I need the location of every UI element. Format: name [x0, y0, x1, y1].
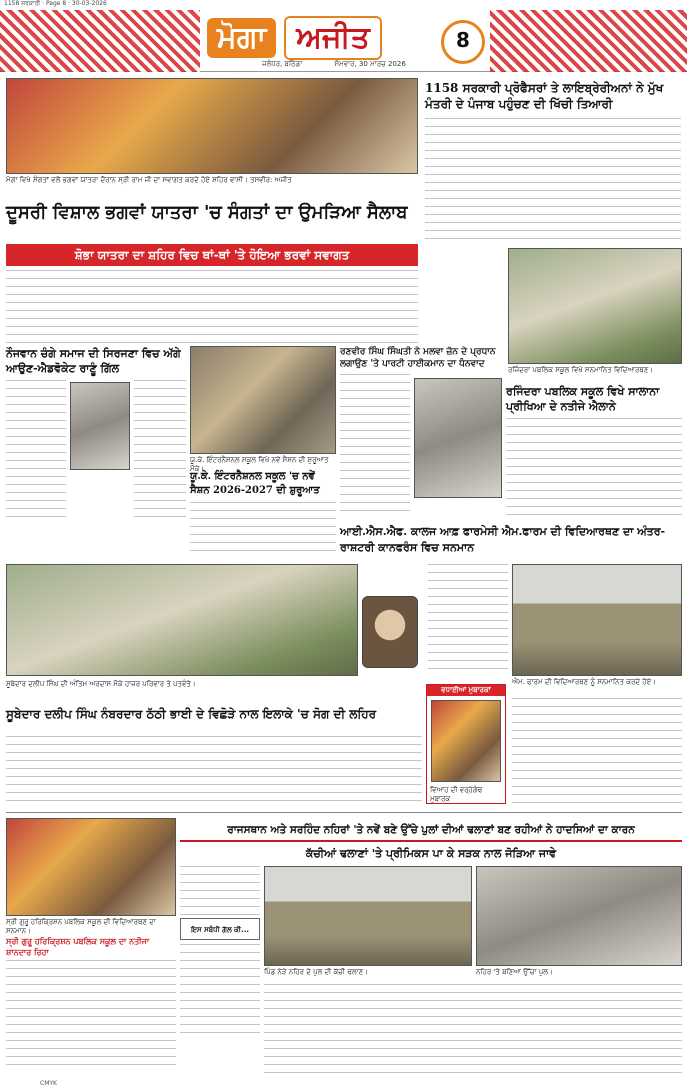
ais-article-body	[428, 564, 508, 676]
masthead-pattern-right	[490, 10, 687, 72]
print-slug: 1158 ਸਰਕਾਰੀ · Page 8 · 30-03-2026	[4, 0, 107, 7]
bottom-left-article-body	[6, 960, 176, 1072]
photo-student-award	[6, 818, 176, 916]
rajindra-article-body	[506, 418, 682, 518]
photo-ranvir	[414, 378, 502, 498]
rajindra-caption: ਰਜਿੰਦਰਾ ਪਬਲਿਕ ਸਕੂਲ ਵਿਖੇ ਸਨਮਾਨਿਤ ਵਿਦਿਆਰਥਣ।	[508, 366, 654, 374]
bottom-left-headline: ਸ੍ਰੀ ਗੁਰੂ ਹਰਿਕ੍ਰਿਸ਼ਨ ਪਬਲਿਕ ਸਕੂਲ ਦਾ ਨਤੀਜਾ ਸ਼ਾਨਦਾਰ ਰਿਹਾ	[6, 936, 150, 957]
main-article-body	[6, 270, 418, 344]
main-subheadline: ਸ਼ੋਭਾ ਯਾਤਰਾ ਦਾ ਸ਼ਹਿਰ ਵਿਚ ਥਾਂ-ਥਾਂ 'ਤੇ ਹੋਇਆ ਭਰਵਾਂ ਸਵਾਗਤ	[6, 244, 418, 266]
cremation-caption: ਸੂਬੇਦਾਰ ਦਲੀਪ ਸਿੰਘ ਦੀ ਅੰਤਿਮ ਅਰਦਾਸ ਮੌਕੇ ਹਾਜ਼ਰ ਪਰਿਵਾਰ ਤੇ ਪਤਵੰਤੇ।	[6, 680, 196, 688]
bridge-intro-body	[180, 866, 260, 916]
bridge-left-body	[180, 944, 260, 1034]
photo-rajindra-school	[508, 248, 682, 364]
city-label: ਜਲੰਧਰ, ਬਠਿੰਡਾ	[262, 60, 303, 68]
dateline	[262, 60, 436, 69]
date-label: ਸੋਮਵਾਰ, 30 ਮਾਰਚ 2026	[334, 60, 406, 68]
youth-article-body-2	[134, 380, 186, 520]
rajindra-headline: ਰਜਿੰਦਰਾ ਪਬਲਿਕ ਸਕੂਲ ਵਿਖੇ ਸਾਲਾਨਾ ਪ੍ਰੀਖਿਆ ਦੇ ਨਤੀਜੇ ਐਲਾਨੇ	[506, 385, 660, 413]
photo-bridge	[476, 866, 682, 966]
bridge-caption-left: ਪਿੰਡ ਨੇੜੇ ਨਹਿਰ ਦੇ ਪੁਲ ਦੀ ਕੱਚੀ ਢਲਾਣ।	[264, 968, 368, 976]
ais-headline: ਆਈ.ਐਸ.ਐਫ. ਕਾਲਜ ਆਫ਼ ਫਾਰਮੇਸੀ ਐਮ.ਫਾਰਮ ਦੀ ਵਿਦਿਆਰਥਣ ਦਾ ਅੰਤਰ-ਰਾਸ਼ਟਰੀ ਕਾਨਫਰੰਸ ਵਿਚ ਸਨਮਾਨ	[340, 525, 666, 554]
photo-wedding-couple	[431, 700, 501, 782]
photo-school-gathering	[190, 346, 336, 454]
school-article-body	[190, 502, 336, 558]
subedar-article-body	[6, 736, 422, 808]
bridge-article-body	[264, 984, 682, 1074]
photo-pharmacy-award	[512, 564, 682, 676]
top-photo-caption: ਮੋਗਾ ਵਿਖੇ ਸੰਗਤਾਂ ਵਲੋਂ ਭਗਵਾਂ ਯਾਤਰਾ ਦੌਰਾਨ ਸ੍ਰੀ ਰਾਮ ਜੀ ਦਾ ਸਵਾਗਤ ਕਰਦੇ ਹੋਏ ਸ਼ਹਿਰ ਵਾਸੀ। ਤਸਵੀਰ: ਅਜੀਤ	[6, 176, 292, 184]
pharmacy-article-body	[512, 698, 682, 804]
ranvir-headline: ਰਣਵੀਰ ਸਿੰਘ ਸਿੰਘਤੀ ਨੇ ਮਲਵਾ ਜ਼ੋਨ ਦੇ ਪ੍ਰਧਾਨ ਲਗਾਉਣ 'ਤੇ ਪਾਰਟੀ ਹਾਈਕਮਾਨ ਦਾ ਧੰਨਵਾਦ	[340, 347, 496, 369]
photo-bridge-slope	[264, 866, 472, 966]
youth-article-body	[6, 380, 66, 520]
photo-advocate	[70, 382, 130, 470]
youth-headline: ਨੌਜਵਾਨ ਚੰਗੇ ਸਮਾਜ ਦੀ ਸਿਰਜਣਾ ਵਿਚ ਅੱਗੇ ਆਉਣ-ਐਡਵੋਕੇਟ ਰਾਣੂੰ ਗਿੱਲ	[6, 347, 181, 375]
photo-subedar	[362, 596, 418, 668]
wedding-box	[426, 684, 506, 804]
school-headline: ਯੂ.ਕੇ. ਇੰਟਰਨੈਸ਼ਨਲ ਸਕੂਲ 'ਚ ਨਵੇਂ ਸੈਸ਼ਨ 2026-2027 ਦੀ ਸ਼ੁਰੂਆਤ	[190, 471, 320, 496]
masthead	[0, 10, 687, 72]
bridge-headline: ਰਾਜਸਥਾਨ ਅਤੇ ਸਰਹਿੰਦ ਨਹਿਰਾਂ 'ਤੇ ਨਵੇਂ ਬਣੇ ਉੱਚੇ ਪੁਲਾਂ ਦੀਆਂ ਢਲਾਣਾਂ ਬਣ ਰਹੀਆਂ ਨੇ ਹਾਦਸਿਆਂ ਦਾ ਕਾਰਨ	[180, 818, 682, 842]
ranvir-article-body	[340, 374, 410, 514]
masthead-title-right: ਅਜੀਤ	[284, 16, 382, 60]
main-headline: ਦੂਸਰੀ ਵਿਸ਼ਾਲ ਭਗਵਾਂ ਯਾਤਰਾ 'ਚ ਸੰਗਤਾਂ ਦਾ ਉਮੜਿਆ ਸੈਲਾਬ	[6, 202, 408, 223]
masthead-logo	[207, 16, 437, 60]
masthead-title-left: ਮੋਗਾ	[207, 18, 276, 58]
bridge-caption-right: ਨਹਿਰ 'ਤੇ ਬਣਿਆ ਉੱਚਾ ਪੁਲ।	[476, 968, 553, 976]
bridge-inset-label: ਇਸ ਸਬੰਧੀ ਗੱਲ ਕੀ...	[180, 918, 260, 940]
subedar-headline: ਸੂਬੇਦਾਰ ਦਲੀਪ ਸਿੰਘ ਨੰਬਰਦਾਰ ਠੱਠੀ ਭਾਈ ਦੇ ਵਿਛੋੜੇ ਨਾਲ ਇਲਾਕੇ 'ਚ ਸੋਗ ਦੀ ਲਹਿਰ	[6, 707, 377, 721]
photo-procession	[6, 78, 418, 174]
section-divider	[6, 812, 682, 813]
wedding-caption: ਵਿਆਹ ਦੀ ਵਰ੍ਹੇਗੰਢ ਮੁਬਾਰਕ	[430, 786, 483, 803]
bridge-subheadline: ਕੱਚੀਆਂ ਢਲਾਣਾਂ 'ਤੇ ਪ੍ਰੀਮਿਕਸ ਪਾ ਕੇ ਸੜਕ ਨਾਲ ਜੋੜਿਆ ਜਾਵੇ	[305, 847, 557, 860]
bottom-left-caption: ਸ੍ਰੀ ਗੁਰੂ ਹਰਿਕ੍ਰਿਸ਼ਨ ਪਬਲਿਕ ਸਕੂਲ ਦੀ ਵਿਦਿਆਰਥਣ ਦਾ ਸਨਮਾਨ।	[6, 918, 156, 935]
masthead-pattern-left	[0, 10, 200, 72]
school-caption: ਯੂ.ਕੇ. ਇੰਟਰਨੈਸ਼ਨਲ ਸਕੂਲ ਵਿਖੇ ਨਵੇਂ ਸੈਸ਼ਨ ਦੀ ਸ਼ੁਰੂਆਤ ਮੌਕੇ।	[190, 456, 329, 473]
footer-color-bar: CMYK	[40, 1080, 57, 1087]
wedding-label: ਵਧਾਈਆਂ ਮੁਬਾਰਕਾਂ	[427, 685, 505, 696]
page-number: 8	[441, 20, 485, 64]
top-right-article-body	[425, 118, 681, 246]
pharmacy-caption: ਐਮ. ਫਾਰਮ ਦੀ ਵਿਦਿਆਰਥਣ ਨੂੰ ਸਨਮਾਨਿਤ ਕਰਦੇ ਹੋਏ।	[512, 678, 656, 686]
top-right-headline: 1158 ਸਰਕਾਰੀ ਪ੍ਰੋਫੈਸਰਾਂ ਤੇ ਲਾਇਬ੍ਰੇਰੀਅਨਾਂ ਨੇ ਮੁੱਖ ਮੰਤਰੀ ਦੇ ਪੰਜਾਬ ਪਹੁੰਚਣ ਦੀ ਖਿੱਚੀ ਤਿਆਰੀ	[425, 81, 664, 111]
photo-cremation	[6, 564, 358, 676]
